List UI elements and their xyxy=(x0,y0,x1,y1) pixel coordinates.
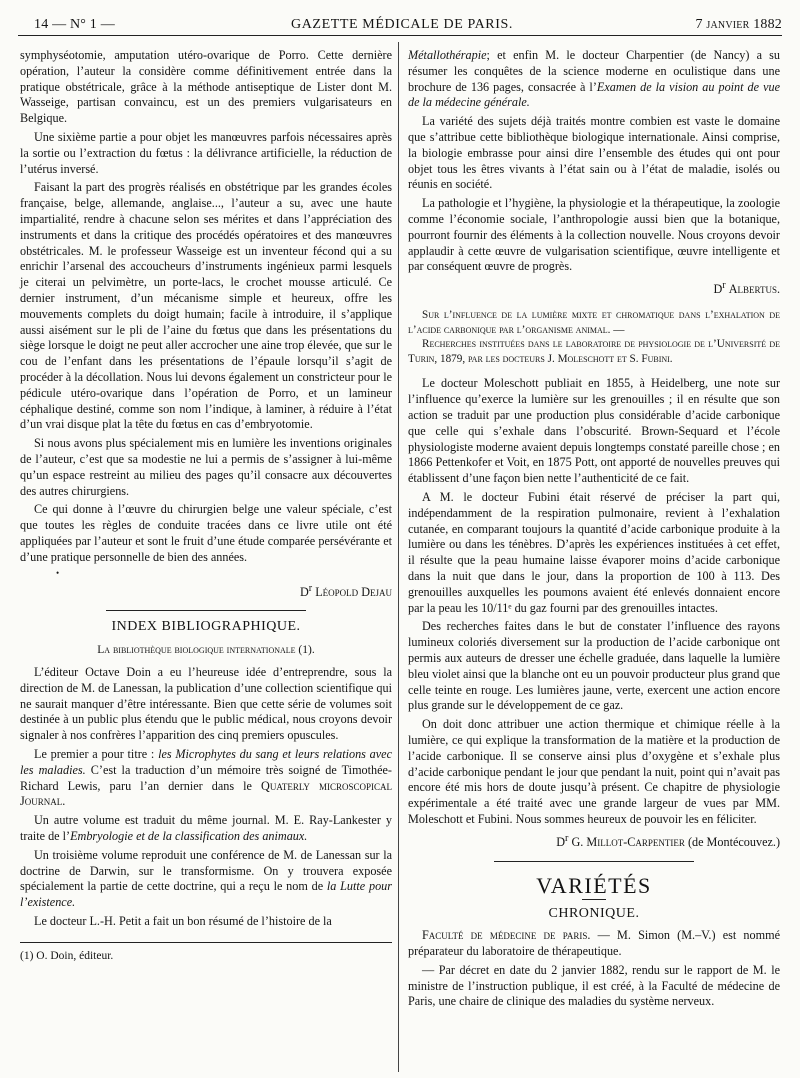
footnote-rule xyxy=(20,942,392,943)
paragraph: La pathologie et l’hygiène, la physiologie et la thérapeutique, la zoologie comme l’économie sociale, l’anthropologie aussi bien que la botanique, pourront fournir des éléments à la collection nouvelle. Nous croyons devoir applaudir à cette œuvre de vulgarisation scientifique, œuvre intelligente et par conséquent œuvre de progrès. xyxy=(408,196,780,274)
article-subtitle: La bibliothèque biologique internationale (1). xyxy=(97,644,315,657)
section-title-index: INDEX BIBLIOGRAPHIQUE. xyxy=(111,619,301,635)
paragraph: Des recherches faites dans le but de constater l’influence des rayons lumineux coloriés diversement sur la production de l’acide carbonique ont permis aux auteurs de dresser une échelle graduée, dans laquelle la lumière bleu violet ainsi que la blanche ont eu un pouvoir producteur plus grand que celle teinte en rouge. Les lumières jaune, verte, exercent une action encore plus grande sur le développement de ce gaz. xyxy=(408,619,780,713)
section-rule xyxy=(494,861,694,862)
article-title-line: Recherches instituées dans le laboratoire de physiologie de l’Université de Turin, 1879, par les docteurs J. Moleschott et S. Fubini. xyxy=(408,338,780,365)
section-title-varietes: VARIÉTÉS xyxy=(536,872,652,898)
left-column xyxy=(20,48,392,968)
paragraph: Un troisième volume reproduit une conférence de M. de Lanessan sur la doctrine de Darwin, sur le transformisme. On y trouvera exposée spécialement la partie de cette doctrine, qui a reçu le nom de la Lutte pour l’existence. xyxy=(20,847,393,910)
issue-date: 7 janvier 1882 xyxy=(695,17,782,32)
paragraph: Le premier a pour titre : les Microphytes du sang et leurs relations avec les maladies. C’est la traduction d’un mémoire très soigné de Timothée-Richard Lewis, paru l’an dernier dans le Quaterly microscopical Journal. xyxy=(20,746,392,809)
author-signature: $D^r$ Albertus. xyxy=(713,280,780,297)
page-number: 14 — N° 1 — xyxy=(34,17,115,32)
paragraph: Faisant la part des progrès réalisés en obstétrique par les grandes écoles française, belge, allemande, anglaise..., l’auteur a su, avec une haute impartialité, rendre à chacune selon ses mérites et dans l’appréciation des instruments et dans la critique des procédés opératoires et des manœuvres obstétricales. M. le professeur Wasseige est un inventeur fécond qui a su enrichir l’arsenal des accoucheurs d’instruments ingénieux parmi lesquels je citerai un pelvimètre, un porte-lacs, le crochet mousse articulé. Ce dernier instrument, d’un mécanisme simple et heureux, offre les mouvements complets du doigt humain; facile à introduire, il s’applique aussi aisément sur le pli de l’aine du fœtus que dans les présentations du siège lorsque le doigt ne peut aller accrocher une aine trop élevée, que sur le cou de l’enfant dans les présentations de l’épaule lorsqu’il s’agit de procéder à la décollation. Nous lui devons également un constricteur pour le pédicule utéro-ovarique dans l’opération de Porro, et un lamineur céphalique destiné, comme son nom l’indique, à laminer, à réduire à l’état d’un vrai disque plat la tête du fœtus en cas d’embryotomie. xyxy=(20,180,392,432)
right-column xyxy=(408,48,780,1013)
column-divider xyxy=(398,42,399,1072)
article-title-line: Sur l’influence de la lumière mixte et chromatique dans l’exhalation de l’acide carbonique par l’organisme animal. — xyxy=(408,309,780,336)
journal-title: GAZETTE MÉDICALE DE PARIS. xyxy=(291,17,513,32)
paragraph: A M. le docteur Fubini était réservé de préciser la part qui, indépendamment de la respiration pulmonaire, revient à l’exhalation cutanée, en comparant toujours la quantité d’acide carbonique produite à la lumière ou dans les ténèbres. D’après les expériences instituées à cet effet, il résulte que la peau humaine laisse évaporer moins d’acide carbonique dans la nuit que dans le jour, dans la proportion de 100 à 113. Des grenouilles auxquelles les poumons avaient été enlevés donnaient encore par la peau les 10/11ᵉ du gaz fourni par des grenouilles intactes. xyxy=(408,489,780,615)
footnote: (1) O. Doin, éditeur. xyxy=(20,949,114,962)
author-signature: $D^r$ G. Millot-Carpentier (de Montécouvez.) xyxy=(556,832,780,849)
paragraph: Un autre volume est traduit du même journal. M. E. Ray-Lankester y traite de l’Embryologie et de la classification des animaux. xyxy=(20,813,392,843)
paragraph: Si nous avons plus spécialement mis en lumière les inventions originales de l’auteur, c’est que sa modestie ne lui a permis de s’assigner à lui-même qu’un espace restreint au milieu des pages qu’il consacre aux découvertes des autres chirurgiens. xyxy=(20,436,392,498)
paragraph: L’éditeur Octave Doin a eu l’heureuse idée d’entreprendre, sous la direction de M. de Lanessan, la publication d’une collection scientifique qui ne saurait manquer d’être intéressante. Bien que cette série de volumes soit destinée à un public plus étendu que le public médical, nous croyons devoir signaler à nos confrères l’apparition des cinq premiers opuscules. xyxy=(20,664,392,743)
paragraph: La variété des sujets déjà traités montre combien est vaste le domaine que s’attribue cette bibliothèque biologique internationale. Ainsi comprise, la biologie embrasse pour ainsi dire l’ensemble des études qui ont pour objet tous les êtres vivants à l’état sain ou à l’état de maladie, isolés ou réunis en société. xyxy=(408,114,780,192)
paragraph: symphyséotomie, amputation utéro-ovarique de Porro. Cette dernière opération, l’auteur la considère comme définitivement entrée dans la pratique obstétricale, grâce à la méthode antiseptique de Lister dont M. Wasseige, partisan convaincu, est un des premiers vulgarisateurs en Belgique. xyxy=(20,48,392,126)
paragraph: Le docteur Moleschott publiait en 1855, à Heidelberg, une note sur l’influence qu’exerce la lumière sur les grenouilles ; il en résulte que son action se traduit par une production plus considérable d’acide carbonique que celle qui s’exhale dans l’obscurité. Brown-Sequard et l’école physiologiste moderne avaient depuis longtemps constaté pareille chose ; en 1866 Pettenkofer et Voit, en 1875 Pott, ont apporté de nouvelles preuves qui établissent d’une façon bien nette l’authenticité de ce fait. xyxy=(408,376,780,486)
page-header xyxy=(22,13,782,35)
paragraph: Faculté de médecine de paris. — M. Simon (M.–V.) est nommé préparateur du laboratoire de thérapeutique. xyxy=(408,928,780,958)
section-rule xyxy=(106,610,306,611)
header-rule xyxy=(18,35,782,36)
paragraph: Une sixième partie a pour objet les manœuvres parfois nécessaires après la sortie ou l’extraction du fœtus : la délivrance artificielle, la réduction de l’utérus inversé. xyxy=(20,129,392,176)
paragraph: Ce qui donne à l’œuvre du chirurgien belge une valeur spéciale, c’est que toutes les règles de conduite tracées dans ce livre utile ont été appliquées par l’auteur et sont le fruit d’une étude comparée persévérante et d’une pratique personnelle de bien des années. xyxy=(20,502,392,564)
author-signature: $D^r$ Léopold Dejau xyxy=(299,582,392,599)
paragraph: Métallothérapie; et enfin M. le docteur Charpentier (de Nancy) a su résumer les conquêtes de la science moderne en oculistique dans une brochure de 136 pages, consacrée à l’Examen de la vision au point de vue de la médecine générale. xyxy=(408,48,780,110)
paragraph: Le docteur L.-H. Petit a fait un bon résumé de l’histoire de la xyxy=(34,913,332,928)
article-title xyxy=(408,308,780,366)
ornament-dot: • xyxy=(56,567,60,578)
section-title-chronique: CHRONIQUE. xyxy=(548,906,640,922)
paragraph: On doit donc attribuer une action thermique et chimique réelle à la lumière, ce qui explique la transformation de la matière et la production de l’acide carbonique. Il se conserve ainsi plus d’oxygène et s’exhale plus d’acide carbonique pendant le jour que pendant la nuit, point qui n’avait pas encore été mis hors de doute jusqu’à présent. Ce chapitre de physiologie expérimentale a été traité avec une grande largeur de vues par MM. Moleschott et Fubini. Nous sommes heureux de pouvoir les en féliciter. xyxy=(408,717,780,826)
short-rule xyxy=(582,899,606,900)
paragraph: — Par décret en date du 2 janvier 1882, rendu sur le rapport de M. le ministre de l’instruction publique, il est créé, à la Faculté de médecine de Paris, une chaire de clinique des maladies du système nerveux. xyxy=(408,962,780,1009)
